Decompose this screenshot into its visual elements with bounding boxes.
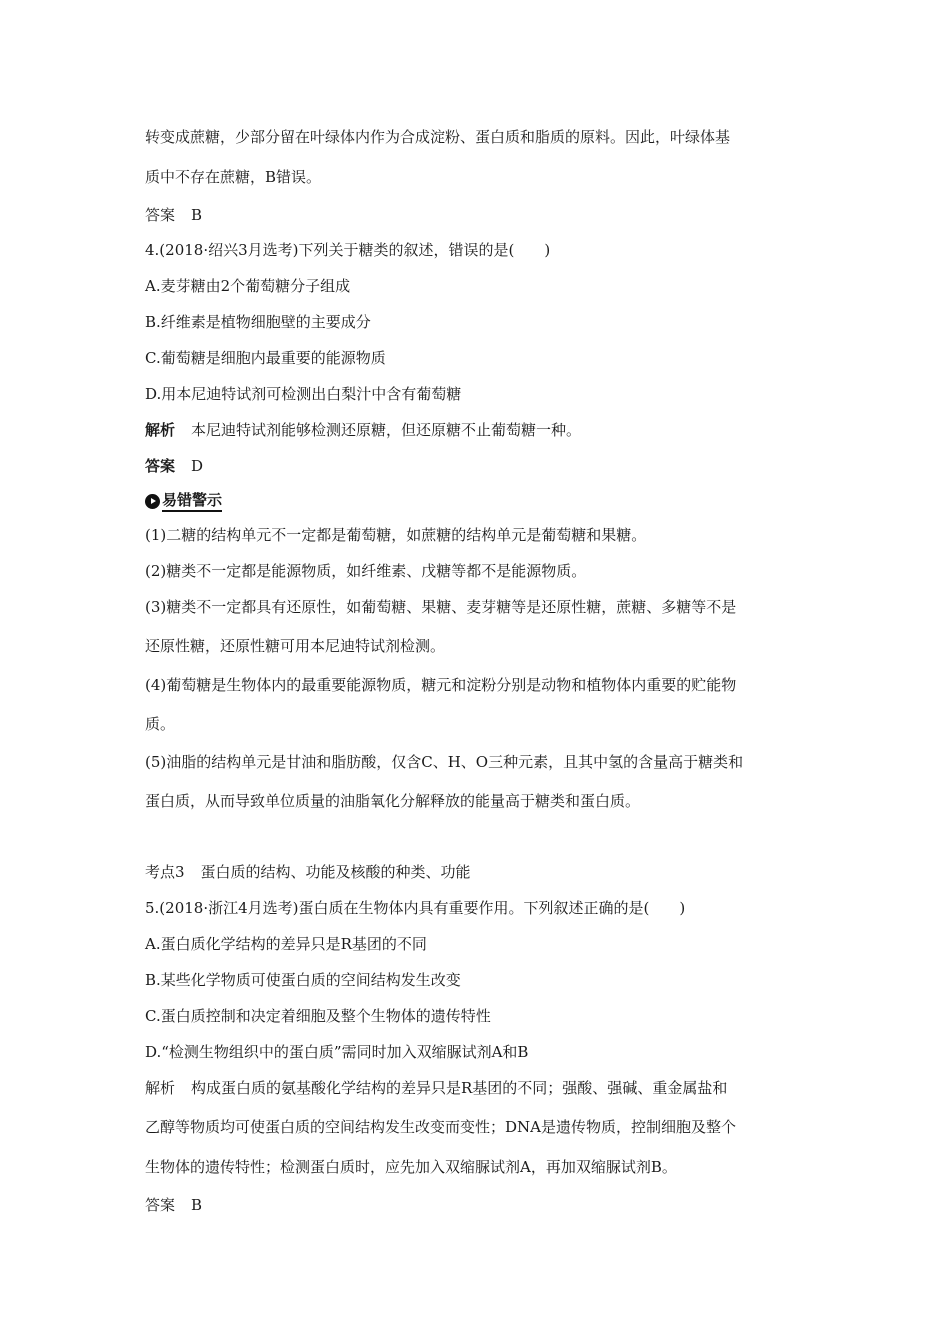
play-circle-icon <box>145 494 160 509</box>
q5-analysis-line-3: 生物体的遗传特性；检测蛋白质时，应先加入双缩脲试剂A，再加双缩脲试剂B。 <box>145 1158 677 1176</box>
q5-option-d: D.“检测生物组织中的蛋白质”需同时加入双缩脲试剂A和B <box>145 1043 529 1061</box>
q4-answer-label: 答案 <box>145 457 176 475</box>
q5-answer <box>145 1195 202 1215</box>
warning-title: 易错警示 <box>162 491 222 512</box>
q4-option-a: A.麦芽糖由2个葡萄糖分子组成 <box>145 277 351 295</box>
q4-analysis-text: 本尼迪特试剂能够检测还原糖，但还原糖不止葡萄糖一种。 <box>191 421 582 439</box>
q5-option-c: C.蛋白质控制和决定着细胞及整个生物体的遗传特性 <box>145 1007 491 1025</box>
q5-analysis-label: 解析 <box>145 1079 176 1097</box>
q4-stem: 4.(2018·绍兴3月选考)下列关于糖类的叙述，错误的是( ) <box>145 241 551 259</box>
section-label: 考点3 <box>145 863 185 881</box>
warning-line-6: 质。 <box>145 715 176 733</box>
q5-analysis-line-1 <box>145 1078 727 1098</box>
section-heading <box>145 862 471 882</box>
q4-option-b: B.纤维素是植物细胞壁的主要成分 <box>145 313 371 331</box>
section-title: 蛋白质的结构、功能及核酸的种类、功能 <box>200 863 471 881</box>
warning-line-5: (4)葡萄糖是生物体内的最重要能源物质，糖元和淀粉分别是动物和植物体内重要的贮能物 <box>145 676 737 694</box>
q4-analysis <box>145 420 581 440</box>
q5-option-b: B.某些化学物质可使蛋白质的空间结构发生改变 <box>145 971 461 989</box>
q4-option-c: C.葡萄糖是细胞内最重要的能源物质 <box>145 349 386 367</box>
q5-analysis-line-2: 乙醇等物质均可使蛋白质的空间结构发生改变而变性；DNA是遗传物质，控制细胞及整个 <box>145 1118 736 1136</box>
q5-answer-label: 答案 <box>145 1196 176 1214</box>
q3-answer <box>145 205 202 225</box>
warning-line-3: (3)糖类不一定都具有还原性，如葡萄糖、果糖、麦芽糖等是还原性糖，蔗糖、多糖等不是 <box>145 598 737 616</box>
q4-analysis-label: 解析 <box>145 421 176 439</box>
q5-stem: 5.(2018·浙江4月选考)蛋白质在生物体内具有重要作用。下列叙述正确的是( ) <box>145 899 686 917</box>
q5-answer-value: B <box>191 1196 203 1214</box>
q4-answer-value: D <box>191 457 204 475</box>
q5-option-a: A.蛋白质化学结构的差异只是R基团的不同 <box>145 935 427 953</box>
warning-line-2: (2)糖类不一定都是能源物质，如纤维素、戊糖等都不是能源物质。 <box>145 562 587 580</box>
q3-analysis-line-2: 质中不存在蔗糖，B错误。 <box>145 168 322 186</box>
q4-answer <box>145 456 203 476</box>
q3-answer-value: B <box>191 206 203 224</box>
warning-line-8: 蛋白质，从而导致单位质量的油脂氧化分解释放的能量高于糖类和蛋白质。 <box>145 792 641 810</box>
warning-line-7: (5)油脂的结构单元是甘油和脂肪酸，仅含C、H、O三种元素，且其中氢的含量高于糖类和 <box>145 753 744 771</box>
q4-option-d: D.用本尼迪特试剂可检测出白梨汁中含有葡萄糖 <box>145 385 462 403</box>
warning-heading <box>145 490 222 512</box>
warning-line-1: (1)二糖的结构单元不一定都是葡萄糖，如蔗糖的结构单元是葡萄糖和果糖。 <box>145 526 647 544</box>
warning-line-4: 还原性糖，还原性糖可用本尼迪特试剂检测。 <box>145 637 446 655</box>
q3-answer-label: 答案 <box>145 206 176 224</box>
q5-analysis-text-1: 构成蛋白质的氨基酸化学结构的差异只是R基团的不同；强酸、强碱、重金属盐和 <box>191 1079 728 1097</box>
q3-analysis-line-1: 转变成蔗糖，少部分留在叶绿体内作为合成淀粉、蛋白质和脂质的原料。因此，叶绿体基 <box>145 128 731 146</box>
